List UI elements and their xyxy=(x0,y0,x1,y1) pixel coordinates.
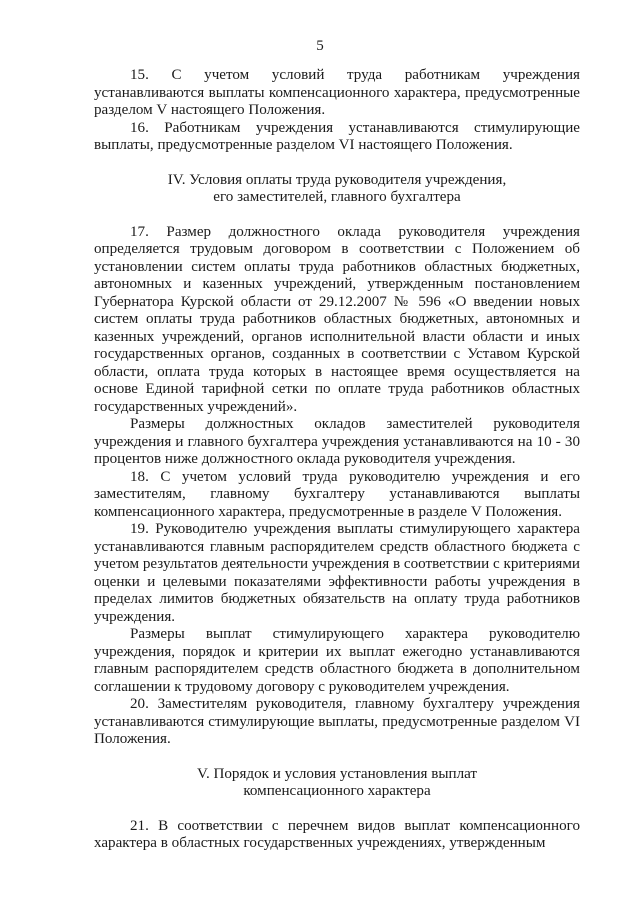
paragraph: Размеры должностных окладов заместителей руководителя учреждения и главного бухгалтера учреждения устанавливаются на 10 - 30 процентов ниже должностного оклада руководителя учреждения. xyxy=(94,416,580,467)
section-heading-line: компенсационного характера xyxy=(243,783,431,799)
paragraph: 19. Руководителю учреждения выплаты стимулирующего характера устанавливаются главным распорядителем средств областного бюджета с учетом результатов деятельности учреждения в соответствии с критериями оценки и целевыми показателями эффективности работы учреждения в пределах лимитов бюджетных обязательств на оплату труда работников учреждения. xyxy=(94,521,580,625)
section-spacer xyxy=(94,801,580,818)
paragraph: 20. Заместителям руководителя, главному бухгалтеру учреждения устанавливаются стимулирующие выплаты, предусмотренные разделом VI Положения. xyxy=(94,696,580,747)
section-heading-line: IV. Условия оплаты труда руководителя учреждения, xyxy=(167,171,507,188)
page-number: 5 xyxy=(316,38,324,54)
section-heading xyxy=(94,766,580,801)
document-body xyxy=(94,67,580,853)
section-heading xyxy=(94,172,580,207)
paragraph: 21. В соответствии с перечнем видов выплат компенсационного характера в областных государственных учреждениях, утвержденным xyxy=(94,817,580,851)
section-heading-line: V. Порядок и условия установления выплат xyxy=(196,765,478,782)
paragraph: 18. С учетом условий труда руководителю учреждения и его заместителям, главному бухгалтеру устанавливаются выплаты компенсационного характера, предусмотренные в разделе V Положения. xyxy=(94,468,580,520)
paragraph: 16. Работникам учреждения устанавливаются стимулирующие выплаты, предусмотренные разделом VI настоящего Положения. xyxy=(94,119,580,153)
paragraph: 15. С учетом условий труда работникам учреждения устанавливаются выплаты компенсационного характера, предусмотренные разделом V настоящего Положения. xyxy=(94,67,580,118)
section-spacer xyxy=(94,155,580,172)
section-spacer xyxy=(94,207,580,224)
section-heading-line: его заместителей, главного бухгалтера xyxy=(213,189,461,205)
paragraph: Размеры выплат стимулирующего характера руководителю учреждения, порядок и критерии их выплат ежегодно устанавливаются главным распорядителем средств областного бюджета в дополнительном соглашении к трудовому договору с руководителем учреждения. xyxy=(94,626,580,695)
paragraph: 17. Размер должностного оклада руководителя учреждения определяется трудовым договором в соответствии с Положением об установлении систем оплаты труда работников областных бюджетных, автономных и казенных учреждений, утвержденным постановлением Губернатора Курской области от 29.12.2007 № 596 «О введении новых систем оплаты труда работников областных бюджетных, автономных и казенных учреждений, органов исполнительной власти области и иных государственных органов, созданных в соответствии с Уставом Курской области, оплата труда которых в настоящее время осуществляется на основе Единой тарифной сетки по оплате труда работников областных государственных учреждений». xyxy=(94,223,580,415)
section-spacer xyxy=(94,749,580,766)
